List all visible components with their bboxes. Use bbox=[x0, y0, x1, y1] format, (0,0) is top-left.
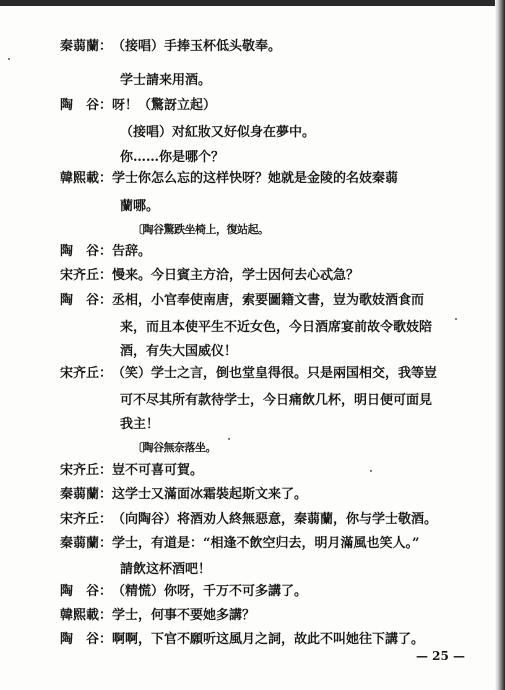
line-text: 豈不可喜可賀。 bbox=[112, 463, 204, 478]
line-text: 你……你是哪个？ bbox=[120, 150, 225, 165]
dialogue-line bbox=[120, 195, 159, 214]
dialogue-line bbox=[60, 243, 151, 261]
scan-speck bbox=[228, 438, 230, 440]
line-text: （接唱）对紅妝又好似身在夢中。 bbox=[120, 125, 316, 140]
dialogue-line bbox=[120, 146, 224, 165]
line-text: 学士，有道是：“相逢不飲空归去，明月滿風也笑人。” bbox=[112, 536, 420, 551]
scan-speck bbox=[455, 318, 457, 320]
line-text: 来，而且本使平生不近女色，今日酒席宴前故令歌妓陪 bbox=[120, 320, 433, 335]
line-text: 这学士又滿面冰霜裝起斯文来了。 bbox=[112, 487, 308, 502]
line-text: 学士請来用酒。 bbox=[120, 73, 212, 88]
line-text: 可不尽其所有款待学士，今日痛飲几杯，明日便可面見 bbox=[120, 393, 433, 408]
dialogue-line bbox=[60, 462, 203, 480]
speaker-name: 韓熙載： bbox=[60, 608, 113, 623]
line-text: 告辞。 bbox=[112, 244, 152, 259]
line-text: 我主！ bbox=[120, 417, 160, 432]
dialogue-line bbox=[60, 365, 437, 383]
line-text: 学士，何事不要她多講？ bbox=[112, 608, 256, 623]
scan-border-top bbox=[0, 0, 505, 6]
speaker-name: 陶 谷： bbox=[60, 632, 113, 647]
line-text: 慢来。今日賓主方洽，学士因何去心忒急？ bbox=[112, 268, 360, 283]
speaker-name: 韓熙載： bbox=[60, 171, 113, 186]
line-text: （向陶谷）将酒劝人終無惡意，秦蒻蘭，你与学士敬酒。 bbox=[112, 512, 438, 527]
line-text: 呀！（驚訝立起） bbox=[112, 98, 217, 113]
line-text: 丞相，小官奉使南唐，索要圖籍文書，豈为歌妓酒食而 bbox=[112, 293, 425, 308]
dialogue-line bbox=[120, 340, 237, 359]
dialogue-line bbox=[60, 631, 424, 649]
scan-speck bbox=[370, 470, 372, 472]
dialogue-line bbox=[60, 486, 307, 504]
dialogue-line bbox=[120, 413, 159, 432]
line-text: 啊啊，下官不願听这風月之詞，故此不叫她往下講了。 bbox=[112, 632, 425, 647]
speaker-name: 宋齐丘： bbox=[60, 366, 113, 381]
dialogue-line bbox=[60, 267, 359, 285]
speaker-name: 秦蒻蘭： bbox=[60, 536, 113, 551]
dialogue-line bbox=[60, 292, 424, 310]
line-text: 蘭哪。 bbox=[120, 199, 160, 214]
line-text: （精慌）你呀，千万不可多講了。 bbox=[112, 584, 308, 599]
dialogue-line bbox=[120, 389, 432, 408]
speaker-name: 宋齐丘： bbox=[60, 268, 113, 283]
dialogue-line bbox=[60, 607, 255, 625]
dialogue-line bbox=[60, 97, 216, 115]
line-text: （笑）学士之言，倒也堂皇得很。只是兩国相交，我等豈 bbox=[112, 366, 438, 381]
line-text: 請飲这杯酒吧！ bbox=[120, 562, 212, 577]
speaker-name: 陶 谷： bbox=[60, 293, 113, 308]
dialogue-line bbox=[120, 121, 315, 140]
speaker-name: 宋齐丘： bbox=[60, 463, 113, 478]
dialogue-line bbox=[120, 558, 211, 577]
speaker-name: 陶 谷： bbox=[60, 98, 113, 113]
line-text: 酒，有失大国威仪！ bbox=[120, 344, 238, 359]
dialogue-line bbox=[60, 583, 307, 601]
speaker-name: 陶 谷： bbox=[60, 584, 113, 599]
dialogue-line bbox=[120, 316, 432, 335]
scan-speck bbox=[8, 58, 10, 60]
speaker-name: 秦蒻蘭： bbox=[60, 39, 113, 54]
dialogue-line bbox=[60, 38, 281, 56]
page-number: — 25 — bbox=[415, 649, 465, 663]
line-text: 学士你怎么忘的这样快呀？她就是金陵的名妓秦蒻 bbox=[112, 171, 399, 186]
stage-direction bbox=[132, 221, 269, 237]
scan-border-right bbox=[495, 0, 505, 690]
dialogue-line bbox=[60, 511, 437, 529]
line-text: 〔陶谷驚跌坐椅上，復站起。 bbox=[132, 223, 269, 236]
speaker-name: 陶 谷： bbox=[60, 244, 113, 259]
dialogue-line bbox=[120, 69, 211, 88]
speaker-name: 宋齐丘： bbox=[60, 512, 113, 527]
dialogue-line bbox=[60, 170, 398, 188]
stage-direction bbox=[132, 439, 216, 455]
line-text: （接唱）手捧玉杯低头敬奉。 bbox=[112, 39, 282, 54]
dialogue-line bbox=[60, 535, 419, 553]
line-text: 〔陶谷無奈落坐。 bbox=[132, 441, 216, 454]
speaker-name: 秦蒻蘭： bbox=[60, 487, 113, 502]
